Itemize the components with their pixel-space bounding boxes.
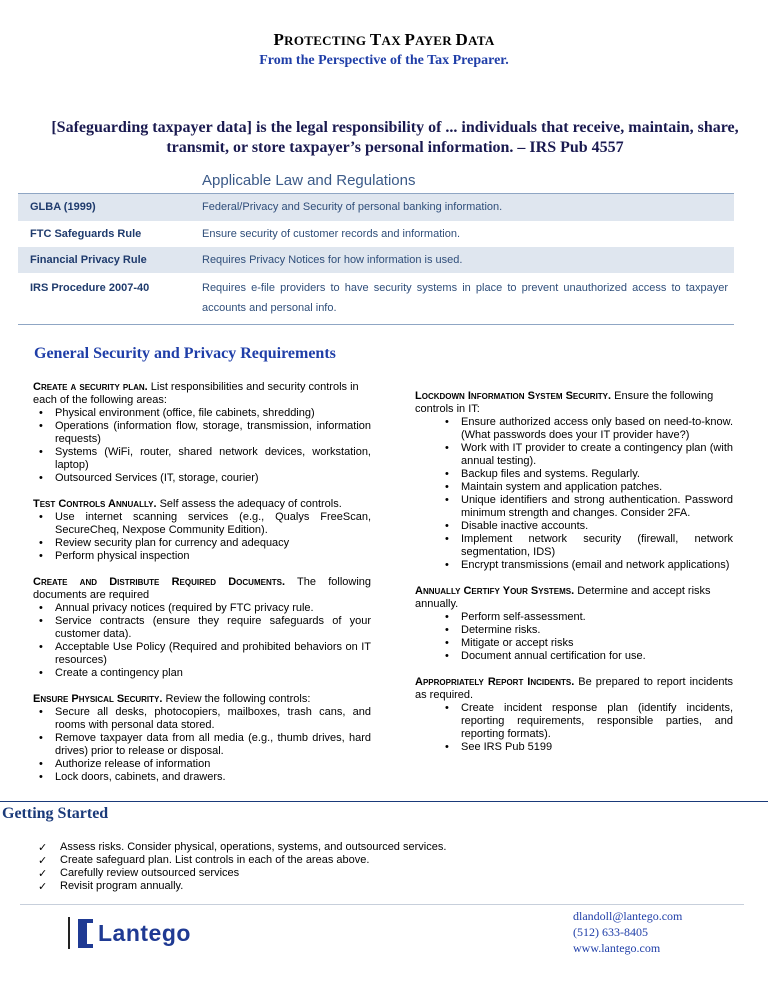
physical-list bbox=[33, 706, 371, 784]
lockdown-intro: Lockdown Information System Security. Ensure the following controls in IT: bbox=[415, 390, 714, 415]
contact-website[interactable]: www.lantego.com bbox=[573, 941, 661, 955]
certify-intro: Annually Certify Your Systems. Determine and accept risks annually. bbox=[415, 585, 711, 610]
physical-title: Ensure Physical Security. bbox=[33, 693, 163, 705]
certify-list bbox=[415, 611, 733, 663]
law-table-heading: Applicable Law and Regulations bbox=[202, 172, 416, 189]
documents-title: Create and Distribute Required Documents. bbox=[33, 576, 286, 588]
footer-rule bbox=[20, 904, 744, 905]
law-name: FTC Safeguards Rule bbox=[30, 228, 142, 240]
list-item: • Perform physical inspection bbox=[33, 550, 371, 563]
table-row bbox=[18, 194, 734, 221]
list-item: • Mitigate or accept risks bbox=[439, 637, 733, 650]
law-desc: Ensure security of customer records and information. bbox=[202, 228, 461, 240]
test-controls-list bbox=[33, 511, 371, 563]
documents-intro: Create and Distribute Required Documents. The following documents are required bbox=[33, 576, 372, 601]
law-table-bottom-rule bbox=[18, 324, 734, 325]
law-name: IRS Procedure 2007-40 bbox=[30, 282, 150, 294]
list-item: • Review security plan for currency and adequacy bbox=[33, 537, 371, 550]
lockdown-title: Lockdown Information System Security. bbox=[415, 390, 612, 402]
right-column bbox=[415, 390, 733, 754]
getting-started-list bbox=[38, 841, 638, 893]
list-item: • Authorize release of information bbox=[33, 758, 371, 771]
list-item: • Secure all desks, photocopiers, mailboxes, trash cans, and rooms with personal data stored. bbox=[33, 706, 371, 732]
list-item: • Work with IT provider to create a contingency plan (with annual testing). bbox=[439, 442, 733, 468]
list-item: • See IRS Pub 5199 bbox=[439, 741, 733, 754]
list-item: ✓ Carefully review outsourced services bbox=[38, 867, 638, 880]
list-item: • Determine risks. bbox=[439, 624, 733, 637]
list-item: • Unique identifiers and strong authentication. Password minimum strength and changes. Consider 2FA. bbox=[439, 494, 733, 520]
create-plan-title: Create a security plan. bbox=[33, 381, 148, 393]
left-column bbox=[33, 381, 371, 784]
physical-intro: Ensure Physical Security. Review the following controls: bbox=[33, 693, 311, 705]
certify-title: Annually Certify Your Systems. bbox=[415, 585, 575, 597]
list-item: • Backup files and systems. Regularly. bbox=[439, 468, 733, 481]
list-item: • Perform self-assessment. bbox=[439, 611, 733, 624]
incidents-list bbox=[415, 702, 733, 754]
list-item: • Implement network security (firewall, network segmentation, IDS) bbox=[439, 533, 733, 559]
list-item: • Maintain system and application patches. bbox=[439, 481, 733, 494]
law-desc: Federal/Privacy and Security of personal banking information. bbox=[202, 201, 503, 213]
list-item: • Systems (WiFi, router, shared network devices, workstation, laptop) bbox=[33, 446, 371, 472]
list-item: • Document annual certification for use. bbox=[439, 650, 733, 663]
getting-started-rule bbox=[0, 801, 768, 802]
list-item: ✓ Revisit program annually. bbox=[38, 880, 638, 893]
lantego-logo bbox=[68, 915, 208, 951]
list-item: • Disable inactive accounts. bbox=[439, 520, 733, 533]
test-controls-intro: Test Controls Annually. Self assess the adequacy of controls. bbox=[33, 498, 342, 510]
list-item: • Use internet scanning services (e.g., Qualys FreeScan, SecureCheq, Nexpose Community Edition). bbox=[33, 511, 371, 537]
contact-block bbox=[573, 908, 682, 956]
general-requirements-heading: General Security and Privacy Requirements bbox=[34, 345, 336, 362]
list-item: • Lock doors, cabinets, and drawers. bbox=[33, 771, 371, 784]
contact-phone: (512) 633-8405 bbox=[573, 925, 648, 939]
list-item: ✓ Create safeguard plan. List controls in each of the areas above. bbox=[38, 854, 638, 867]
list-item: • Encrypt transmissions (email and network applications) bbox=[439, 559, 733, 572]
create-plan-list bbox=[33, 407, 371, 485]
create-plan-intro: Create a security plan. List responsibilities and security controls in each of the following areas: bbox=[33, 381, 359, 406]
table-row bbox=[18, 221, 734, 247]
list-item: • Ensure authorized access only based on need-to-know. (What passwords does your IT provider have?) bbox=[439, 416, 733, 442]
incidents-title: Appropriately Report Incidents. bbox=[415, 676, 575, 688]
list-item: • Remove taxpayer data from all media (e.g., thumb drives, hard drives) prior to release or disposal. bbox=[33, 732, 371, 758]
page-subtitle: From the Perspective of the Tax Preparer. bbox=[259, 53, 509, 68]
contact-email[interactable]: dlandoll@lantego.com bbox=[573, 909, 683, 923]
list-item: • Annual privacy notices (required by FTC privacy rule. bbox=[33, 602, 371, 615]
list-item: • Create incident response plan (identify incidents, reporting requirements, responsible parties, and reporting formats). bbox=[439, 702, 733, 741]
lockdown-list bbox=[415, 416, 733, 572]
table-row bbox=[18, 273, 734, 323]
law-name: GLBA (1999) bbox=[30, 201, 96, 213]
logo-text: Lantego bbox=[98, 920, 191, 946]
getting-started-heading: Getting Started bbox=[2, 805, 109, 822]
list-item: • Create a contingency plan bbox=[33, 667, 371, 680]
list-item: • Physical environment (office, file cabinets, shredding) bbox=[33, 407, 371, 420]
documents-list bbox=[33, 602, 371, 680]
incidents-intro: Appropriately Report Incidents. Be prepared to report incidents as required. bbox=[415, 676, 734, 701]
table-row bbox=[18, 247, 734, 273]
law-desc: Requires Privacy Notices for how information is used. bbox=[202, 254, 463, 266]
list-item: • Operations (information flow, storage, transmission, information requests) bbox=[33, 420, 371, 446]
list-item: • Outsourced Services (IT, storage, courier) bbox=[33, 472, 371, 485]
list-item: ✓ Assess risks. Consider physical, operations, systems, and outsourced services. bbox=[38, 841, 638, 854]
irs-quote: [Safeguarding taxpayer data] is the legal responsibility of ... individuals that receive, maintain, share, transmit, or store taxpayer’s personal information. – IRS Pub 4557 bbox=[51, 119, 739, 156]
law-desc: Requires e-file providers to have security systems in place to prevent unauthorized access to taxpayer accounts and personal info. bbox=[202, 282, 728, 314]
list-item: • Service contracts (ensure they require safeguards of your customer data). bbox=[33, 615, 371, 641]
page-title: PROTECTING TAX PAYER DATA bbox=[273, 30, 495, 49]
law-name: Financial Privacy Rule bbox=[30, 254, 147, 266]
test-controls-title: Test Controls Annually. bbox=[33, 498, 157, 510]
list-item: • Acceptable Use Policy (Required and prohibited behaviors on IT resources) bbox=[33, 641, 371, 667]
